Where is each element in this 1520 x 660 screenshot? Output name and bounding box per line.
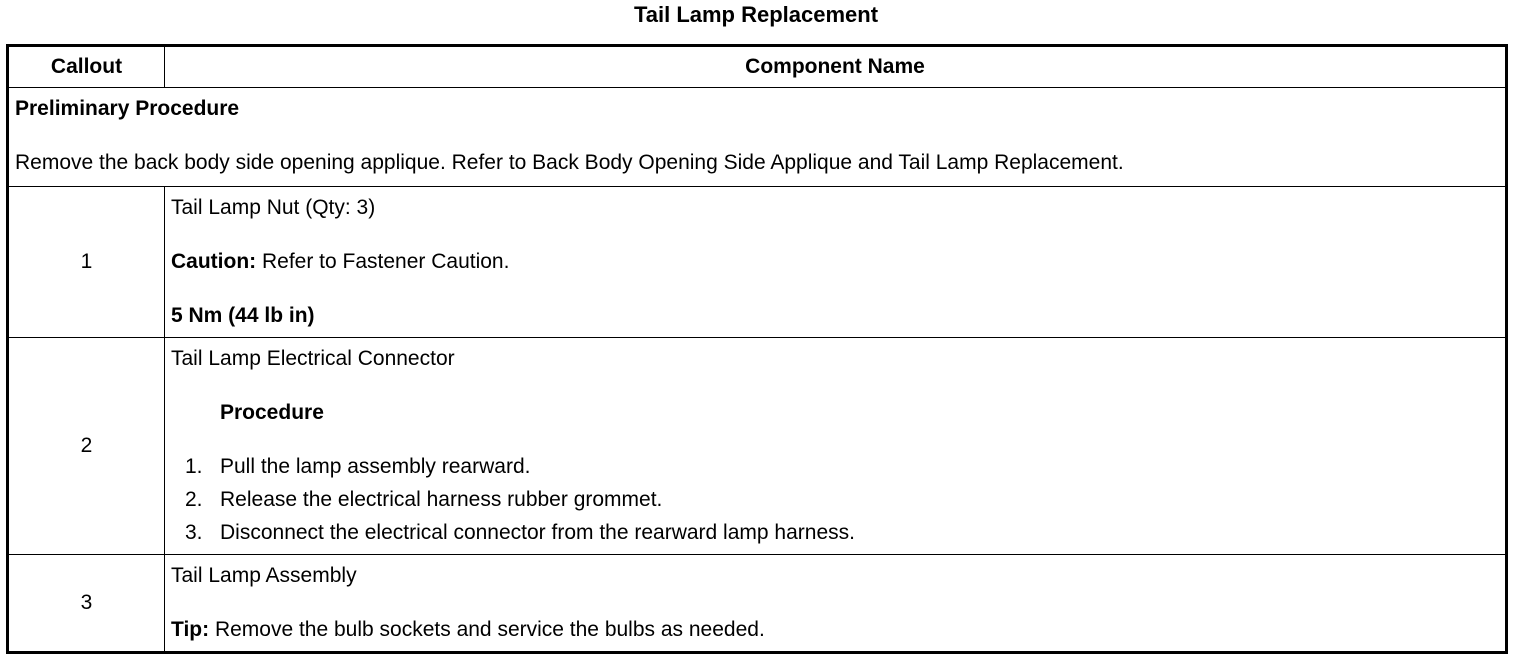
component-cell [165, 338, 1507, 555]
preliminary-text: Remove the back body side opening applique. Refer to Back Body Opening Side Applique and Tail Lamp Replacement. [15, 151, 1124, 174]
callout-cell: 3 [8, 555, 165, 653]
tip-label: Tip: [171, 618, 210, 641]
table-header-row [8, 46, 1507, 88]
step-number: 2. [185, 488, 203, 511]
table-row [8, 555, 1507, 653]
step-text: Pull the lamp assembly rearward. [220, 455, 531, 478]
header-callout: Callout [8, 46, 165, 88]
procedure-steps [171, 450, 1499, 549]
caution-note [171, 249, 1499, 275]
torque-spec: 5 Nm (44 lb in) [171, 304, 315, 327]
list-item [171, 483, 1499, 516]
component-name: Tail Lamp Nut (Qty: 3) [171, 196, 376, 219]
step-text: Disconnect the electrical connector from the rearward lamp harness. [220, 521, 855, 544]
step-number: 1. [185, 455, 203, 478]
step-text: Release the electrical harness rubber grommet. [220, 488, 663, 511]
component-table [6, 44, 1508, 654]
component-cell [165, 187, 1507, 338]
list-item [171, 450, 1499, 483]
caution-label: Caution: [171, 250, 257, 273]
step-number: 3. [185, 521, 203, 544]
preliminary-heading: Preliminary Procedure [15, 97, 240, 120]
document-title: Tail Lamp Replacement [633, 2, 879, 27]
component-name: Tail Lamp Electrical Connector [171, 347, 455, 370]
callout-cell: 1 [8, 187, 165, 338]
component-cell [165, 555, 1507, 653]
preliminary-cell [8, 88, 1507, 187]
table-row [8, 338, 1507, 555]
procedure-heading: Procedure [220, 401, 324, 424]
component-name: Tail Lamp Assembly [171, 564, 357, 587]
tip-text: Remove the bulb sockets and service the bulbs as needed. [209, 618, 765, 641]
preliminary-row [8, 88, 1507, 187]
caution-text: Refer to Fastener Caution. [256, 250, 510, 273]
list-item [171, 516, 1499, 549]
callout-cell: 2 [8, 338, 165, 555]
tip-note [171, 617, 1499, 643]
header-component-name: Component Name [165, 46, 1507, 88]
table-row [8, 187, 1507, 338]
